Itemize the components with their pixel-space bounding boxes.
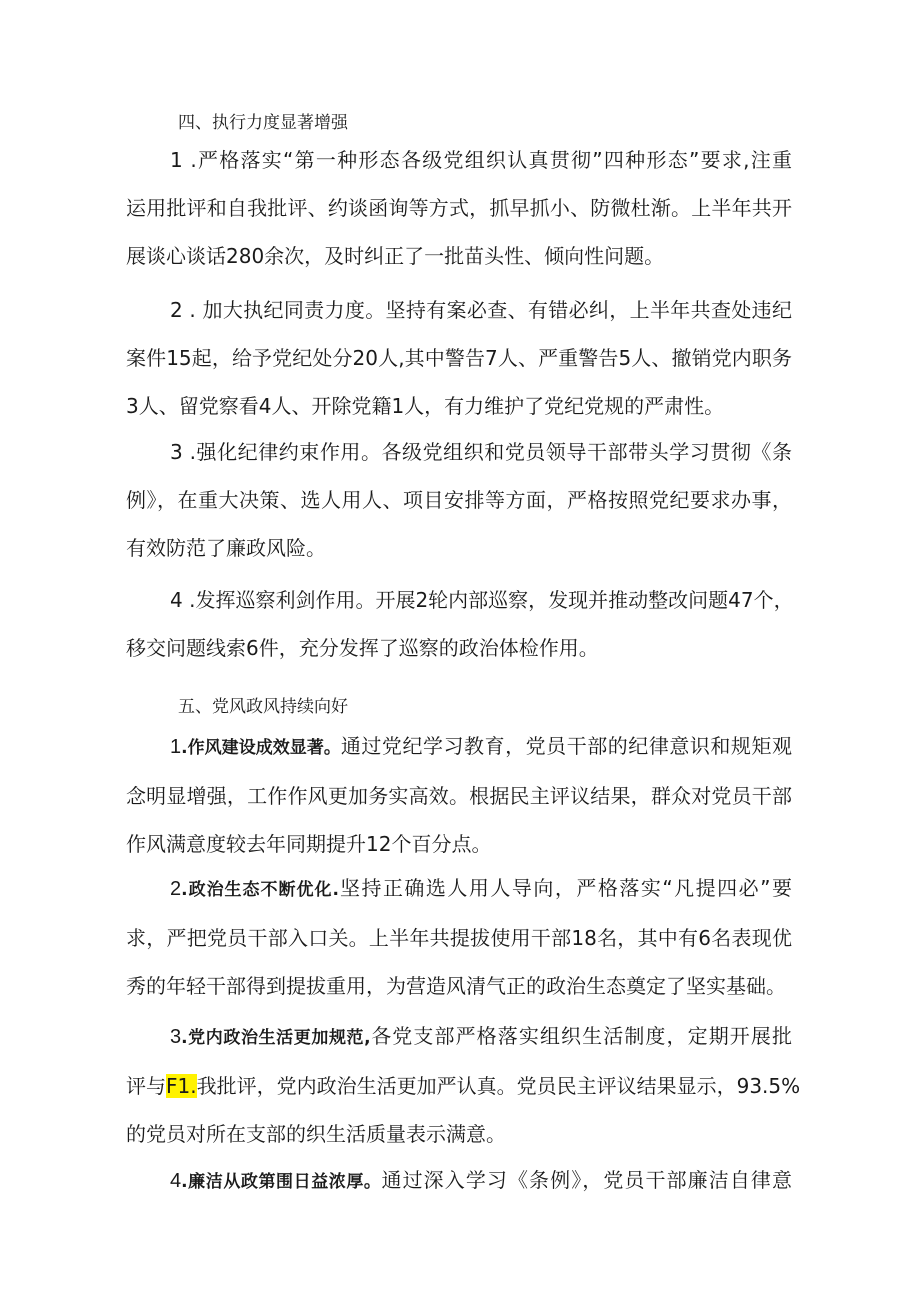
item-text: 各党支部严格落实组织生活制度，定期开展批 (370, 1024, 792, 1048)
paragraph-first-line (126, 722, 792, 772)
paragraph-4-4 (126, 576, 792, 672)
paragraph-line: 移交问题线索6件，充分发挥了巡察的政治体检作用。 (126, 636, 599, 660)
paragraph-5-3 (126, 1012, 801, 1158)
paragraph-line: 4 .发挥巡察利剑作用。开展2轮内部巡察，发现并推动整改问题47个， (170, 588, 794, 612)
section-heading-4: 四、执行力度显著增强 (178, 113, 348, 133)
paragraph-line: 3人、留党察看4人、开除党籍1人，有力维护了党纪党规的严肃性。 (126, 394, 725, 418)
paragraph-line: 秀的年轻干部得到提拔重用，为营造风清气正的政治生态奠定了坚实基础。 (126, 974, 786, 998)
paragraph-line: 2 . 加大执纪同责力度。坚持有案必查、有错必纠，上半年共查处违纪 (170, 298, 792, 322)
paragraph-line: 作风满意度较去年同期提升12个百分点。 (126, 832, 492, 856)
paragraph-5-4 (126, 1156, 792, 1206)
item-number: 3 (170, 1026, 182, 1048)
item-number: 2 (170, 878, 182, 900)
item-number: 4 (170, 1170, 182, 1192)
item-text: 坚持正确选人用人导向，严格落实“凡提四必”要 (338, 876, 792, 900)
item-text: 通过深入学习《条例》，党员干部廉洁自律意 (381, 1168, 792, 1192)
paragraph-line: 运用批评和自我批评、约谈函询等方式，抓早抓小、防微杜渐。上半年共开 (126, 196, 792, 220)
paragraph-4-1 (126, 136, 792, 280)
item-lead: .作风建设成效显著。 (181, 738, 341, 758)
item-lead: .政治生态不断优化. (181, 880, 339, 900)
paragraph-first-line (126, 1012, 792, 1062)
item-lead: .党内政治生活更加规范, (181, 1028, 371, 1048)
item-number: 1 (170, 736, 182, 758)
paragraph-line: 例》，在重大决策、选人用人、项目安排等方面，严格按照党纪要求办事， (126, 488, 792, 512)
paragraph-first-line (126, 864, 792, 914)
item-text: 通过党纪学习教育，党员干部的纪律意识和规矩观 (340, 734, 792, 758)
paragraph-line: 1 .严格落实“第一种形态各级党组织认真贯彻”四种形态”要求,注重 (170, 148, 792, 172)
paragraph-first-line (126, 1156, 792, 1206)
paragraph-line: 3 .强化纪律约束作用。各级党组织和党员领导干部带头学习贯彻《条 (170, 440, 792, 464)
text-after-highlight: 我批评，党内政治生活更加严认真。党员民主评议结果显示，93.5% (196, 1074, 801, 1098)
paragraph-line-highlight (126, 1062, 801, 1110)
paragraph-line: 念明显增强，工作作风更加务实高效。根据民主评议结果，群众对党员干部 (126, 784, 792, 808)
paragraph-line: 案件15起，给予党纪处分20人,其中警告7人、严重警告5人、撤销党内职务 (126, 346, 792, 370)
paragraph-4-2 (126, 286, 792, 430)
paragraph-line: 的党员对所在支部的织生活质量表示满意。 (126, 1122, 506, 1146)
paragraph-line: 求，严把党员干部入口关。上半年共提拔使用干部18名，其中有6名表现优 (126, 926, 792, 950)
paragraph-5-2 (126, 864, 792, 1010)
paragraph-line: 有效防范了廉政风险。 (126, 536, 326, 560)
item-lead: .廉洁从政第围日益浓厚。 (181, 1172, 382, 1192)
paragraph-4-3 (126, 428, 792, 572)
section-heading-5: 五、党风政风持续向好 (178, 697, 348, 717)
highlighted-text: F1. (166, 1074, 197, 1098)
paragraph-5-1 (126, 722, 792, 868)
text-before-highlight: 评与 (126, 1074, 166, 1098)
paragraph-line: 展谈心谈话280余次，及时纠正了一批苗头性、倾向性问题。 (126, 244, 665, 268)
